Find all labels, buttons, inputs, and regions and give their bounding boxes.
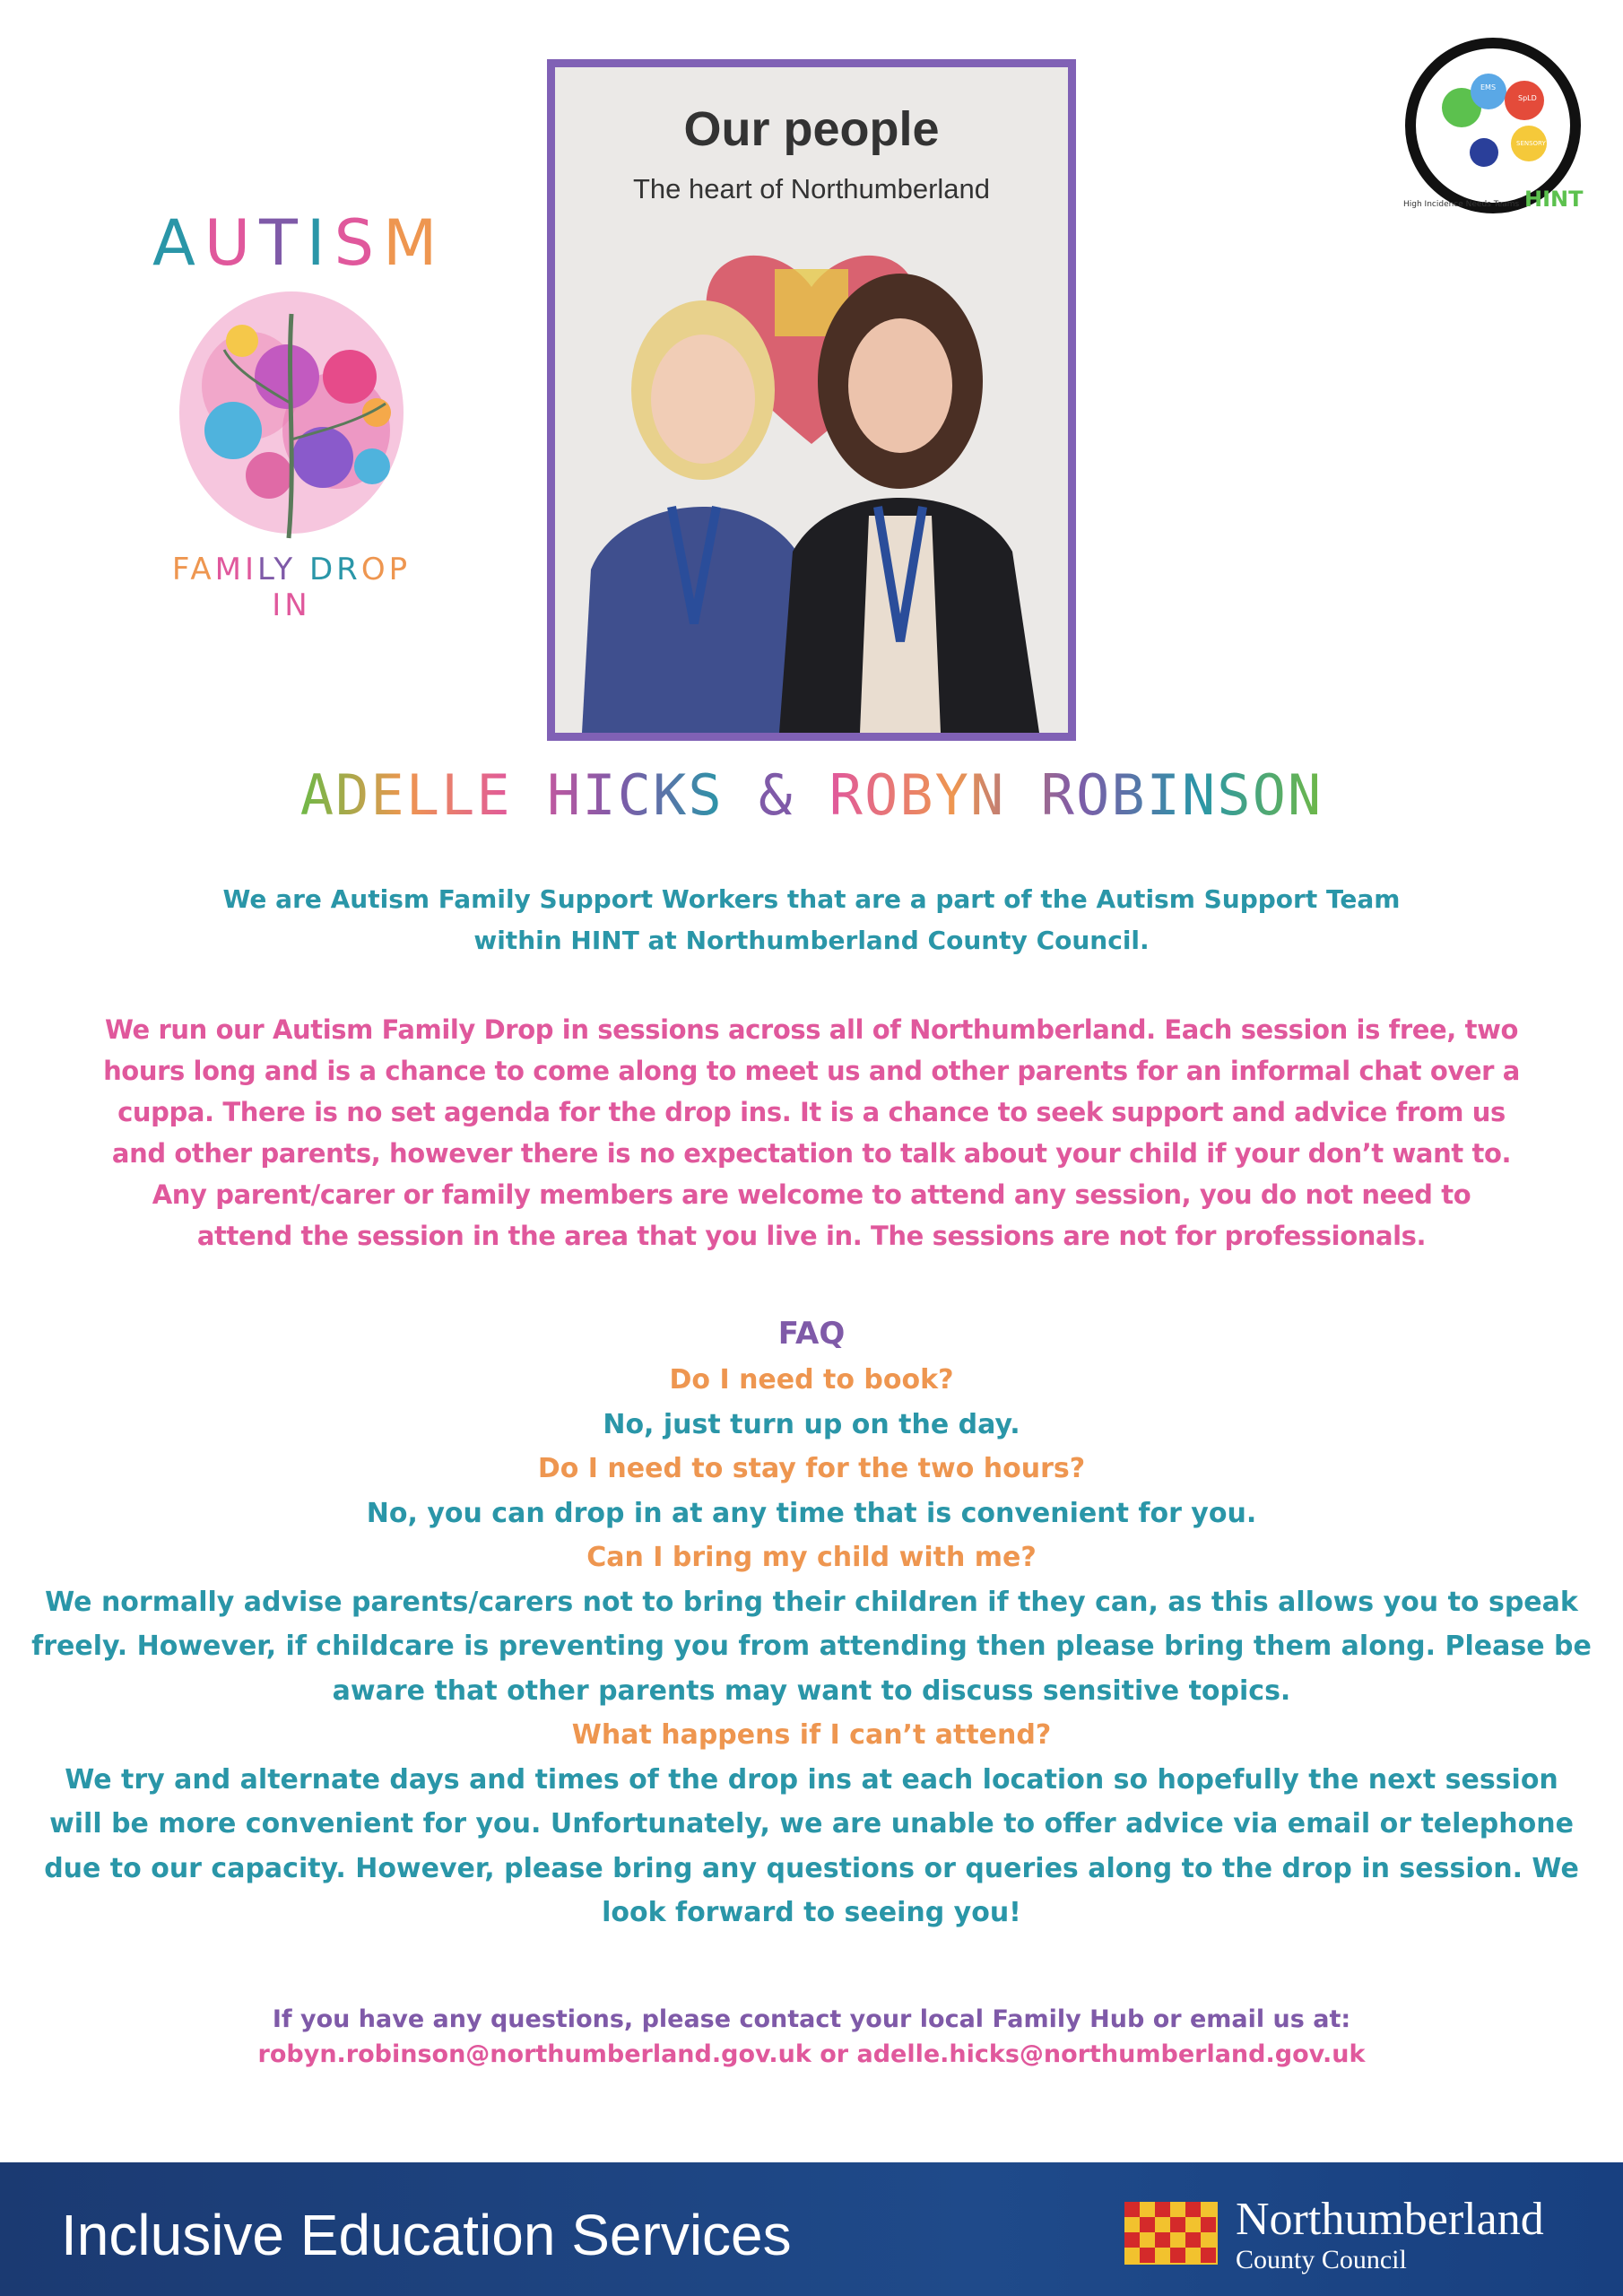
footer-banner <box>0 2162 1623 2296</box>
name-robyn-robinson: ROBYN ROBINSON <box>829 762 1324 828</box>
hint-bubble-slcn: SLCN <box>1446 128 1466 136</box>
drop-in-info <box>0 1009 1623 1257</box>
faq-answer-4-line: We try and alternate days and times of the drop ins at each location so hopefully the next session <box>65 1763 1558 1796</box>
intro-line-2: within HINT at Northumberland County Council. <box>473 926 1150 955</box>
hint-bubble-sensory: SENSORY <box>1516 140 1546 147</box>
drop-in-line: Any parent/carer or family members are welcome to attend any session, you do not need to <box>152 1179 1471 1210</box>
faq-question-1: Do I need to book? <box>669 1364 954 1396</box>
faq-question-4: What happens if I can’t attend? <box>571 1719 1052 1751</box>
faq-answer-3-line: aware that other parents may want to discuss sensitive topics. <box>332 1674 1291 1707</box>
drop-in-line: attend the session in the area that you live in. The sessions are not for professionals. <box>196 1221 1427 1251</box>
faq-section <box>0 1309 1623 1935</box>
council-subtitle: County Council <box>1236 2245 1407 2274</box>
contact-section <box>0 2002 1623 2072</box>
staff-names <box>0 762 1623 828</box>
drop-in-line: We run our Autism Family Drop in sessions across all of Northumberland. Each session is free, two <box>105 1014 1518 1045</box>
drop-in-line: and other parents, however there is no expectation to talk about your child if your don’t want to. <box>111 1138 1512 1169</box>
faq-question-3: Can I bring my child with me? <box>586 1542 1037 1573</box>
autism-family-drop-in-logo <box>152 206 447 628</box>
poster-subtitle: The heart of Northumberland <box>632 173 991 204</box>
faq-question-2: Do I need to stay for the two hours? <box>537 1453 1086 1484</box>
faq-answer-2: No, you can drop in at any time that is convenient for you. <box>366 1497 1257 1529</box>
photo-illustration <box>555 67 1068 733</box>
logo-autism-word: AUTISM <box>152 206 447 280</box>
faq-answer-1: No, just turn up on the day. <box>603 1408 1020 1440</box>
faq-answer-4-line: will be more convenient for you. Unfortunately, we are unable to offer advice via email or telephone <box>49 1808 1574 1839</box>
faq-answer-4-line: look forward to seeing you! <box>602 1897 1021 1928</box>
contact-line: If you have any questions, please contact your local Family Hub or email us at: <box>272 2005 1351 2033</box>
northumberland-crest-icon <box>1124 2202 1218 2265</box>
intro-text <box>0 879 1623 961</box>
hint-bubble-ems: EMS <box>1480 83 1497 91</box>
name-adelle-hicks: ADELLE HICKS <box>299 762 724 828</box>
hint-caption: High Incidence Needs Teams <box>1403 200 1520 209</box>
faq-answer-3-line: freely. However, if childcare is preventing you from attending then please bring them along. Please be <box>31 1631 1592 1662</box>
footer-title: Inclusive Education Services <box>61 2203 792 2267</box>
hint-logo-graphic <box>1394 36 1587 215</box>
hint-logo <box>1394 36 1587 215</box>
intro-line-1: We are Autism Family Support Workers that are a part of the Autism Support Team <box>222 884 1401 914</box>
faq-answer-4-line: due to our capacity. However, please bring any questions or queries along to the drop in session. We <box>44 1852 1579 1884</box>
floral-brain-illustration <box>170 278 412 547</box>
names-ampersand: & <box>759 762 794 828</box>
hint-name: HINT <box>1524 187 1584 212</box>
faq-title: FAQ <box>777 1316 846 1352</box>
staff-photo <box>547 59 1076 741</box>
council-name: Northumberland <box>1236 2194 1544 2245</box>
contact-emails[interactable]: robyn.robinson@northumberland.gov.uk or adelle.hicks@northumberland.gov.uk <box>257 2040 1366 2068</box>
drop-in-line: cuppa. There is no set agenda for the drop ins. It is a chance to seek support and advice from us <box>117 1097 1506 1127</box>
hint-bubble-spld: SpLD <box>1518 94 1537 102</box>
poster-title: Our people <box>683 102 940 156</box>
drop-in-line: hours long and is a chance to come along to meet us and other parents for an informal chat over a <box>103 1056 1520 1086</box>
faq-answer-3-line: We normally advise parents/carers not to bring their children if they can, as this allows you to speak <box>45 1586 1578 1618</box>
logo-family-drop-in-word: FAMILY DROP IN <box>171 552 412 623</box>
